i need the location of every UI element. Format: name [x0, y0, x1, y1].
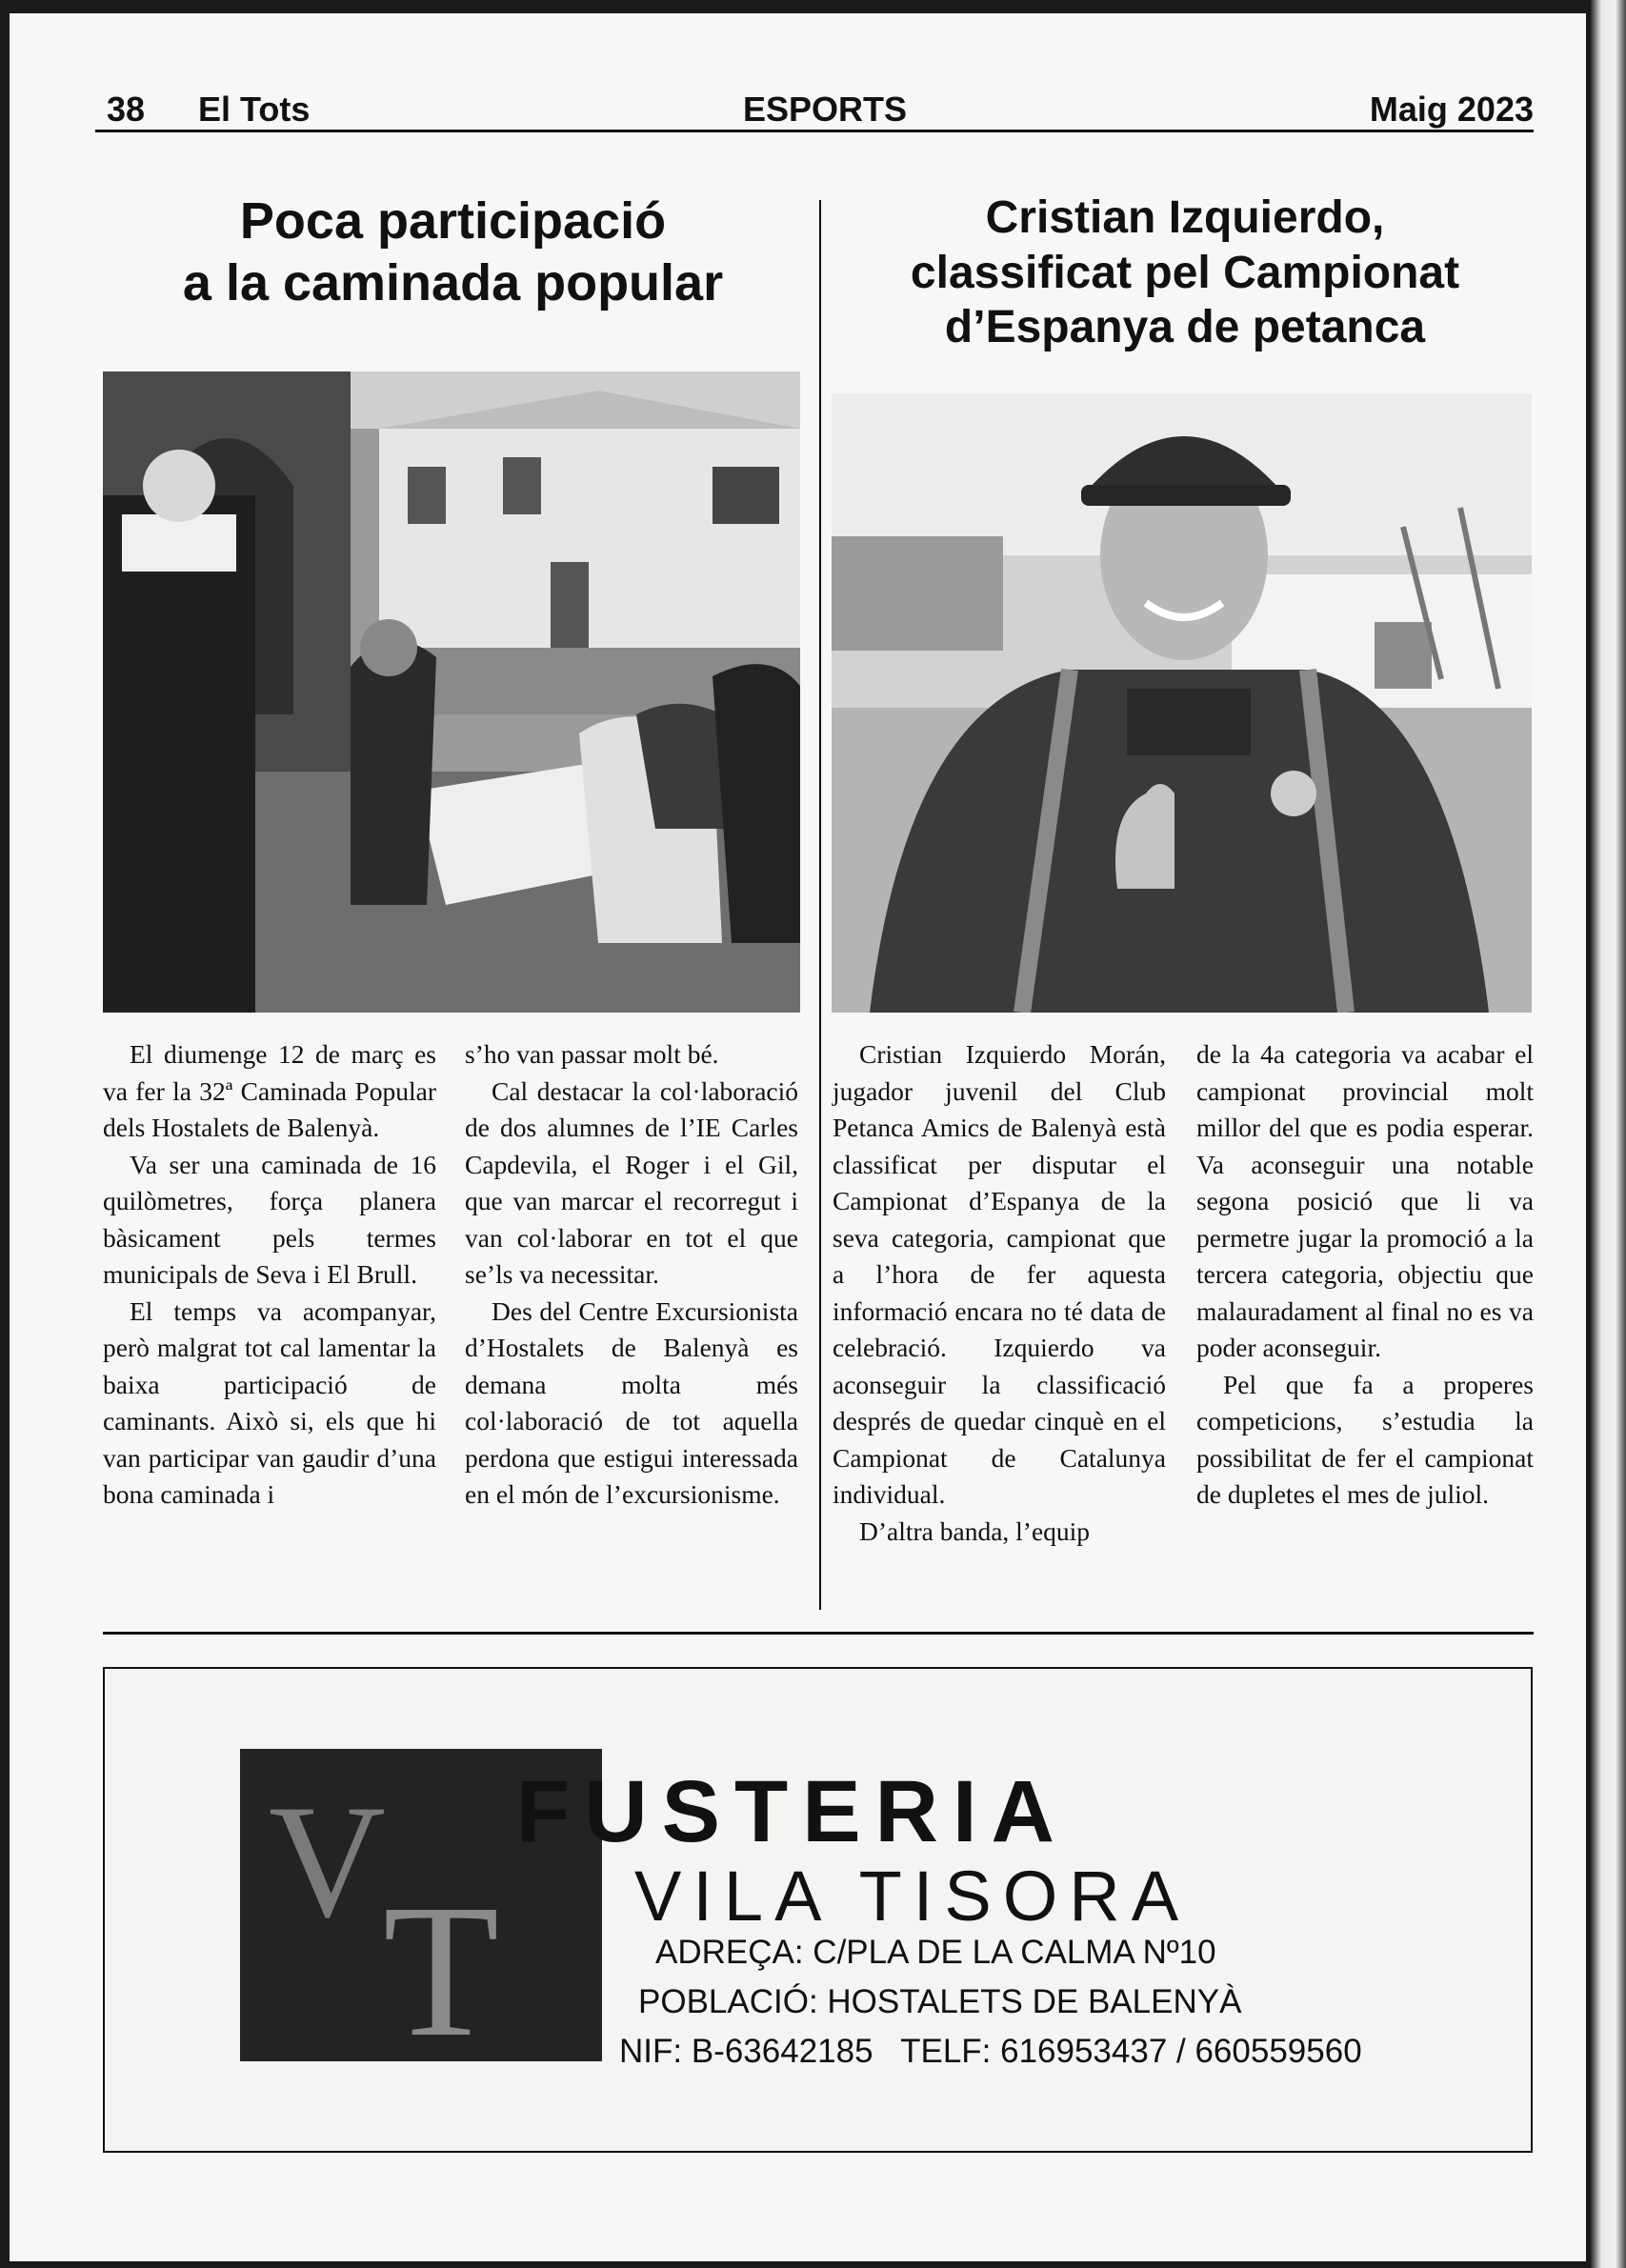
article2-column-1 — [833, 1036, 1166, 1550]
article1-column-1 — [103, 1036, 436, 1514]
article2-title — [836, 191, 1534, 355]
section-name: ESPORTS — [743, 90, 908, 129]
advertisement-box — [103, 1667, 1533, 2153]
svg-text:T: T — [383, 1866, 500, 2061]
paragraph: El diumenge 12 de març es va fer la 32ª Caminada Popular dels Hostalets de Balenyà. — [103, 1039, 436, 1142]
article2-column-2 — [1196, 1036, 1534, 1514]
article1-column-2 — [465, 1036, 798, 1514]
paragraph: Des del Centre Excursionista d’Hostalets de Balenyà es demana molta més col·laboració de tot aquella perdona que estigui interessada en el món de l’excursionisme. — [465, 1295, 798, 1509]
paragraph: s’ho van passar molt bé. — [465, 1039, 719, 1069]
article2-title-line: classificat pel Campionat — [910, 247, 1460, 298]
article1-photo — [103, 371, 800, 1013]
publication-name: El Tots — [198, 90, 311, 129]
walkers-registration-photo — [103, 371, 800, 1013]
player-portrait-photo — [832, 393, 1532, 1013]
paragraph: Cal destacar la col·laboració de dos alumnes de l’IE Carles Capdevila, el Roger i el Gil, que van marcar el recorregut i van col·laborar en tot el que se’ls va necessitar. — [465, 1075, 798, 1289]
issue-date: Maig 2023 — [1369, 90, 1534, 129]
paragraph: Cristian Izquierdo Morán, jugador juvenil del Club Petanca Amics de Balenyà està classificat per disputar el Campionat d’Espanya de la seva categoria, campionat que a l’hora de fer aquesta informació encara no té data de celebració. Izquierdo va aconseguir la classificació després de quedar cinquè en el Campionat de Catalunya individual. — [833, 1039, 1166, 1509]
article2-title-line: d’Espanya de petanca — [944, 302, 1426, 353]
paragraph: D’altra banda, l’equip — [859, 1515, 1091, 1546]
ad-address: ADREÇA: C/PLA DE LA CALMA Nº10 — [655, 1934, 1216, 1971]
column-divider — [819, 200, 821, 1610]
paragraph: Va ser una caminada de 16 quilòmetres, força planera bàsicament pels termes municipals de Seva i El Brull. — [103, 1149, 436, 1289]
section-divider — [103, 1632, 1534, 1635]
article2-photo — [832, 393, 1532, 1013]
article1-title — [103, 191, 803, 314]
svg-text:V: V — [269, 1772, 386, 1951]
paragraph: de la 4a categoria va acabar el campionat provincial molt millor del que es podia esperar. Va aconseguir una notable segona posició que li va permetre jugar la promoció a la tercera categoria, objectiu que malauradament al final no es va poder aconseguir. — [1196, 1039, 1534, 1362]
brand-subname: VILA TISORA — [634, 1857, 1191, 1936]
ad-contact: NIF: B-63642185 TELF: 616953437 / 660559560 — [619, 2033, 1362, 2070]
article1-title-line: Poca participació — [239, 192, 667, 250]
ad-town: POBLACIÓ: HOSTALETS DE BALENYÀ — [638, 1983, 1242, 2020]
paragraph: El temps va acompanyar, però malgrat tot cal lamentar la baixa participació de caminants. Això si, els que hi van participar van gaudir d’una bona caminada i — [103, 1295, 436, 1509]
page-number: 38 — [107, 90, 146, 129]
page-header — [95, 86, 1534, 132]
article1-title-line: a la caminada popular — [182, 253, 724, 311]
article2-title-line: Cristian Izquierdo, — [985, 192, 1385, 243]
brand-name: FUSTERIA — [516, 1763, 1069, 1860]
paragraph: Pel que fa a properes competicions, s’estudia la possibilitat de fer el campionat de dupletes el mes de juliol. — [1196, 1369, 1534, 1509]
page-edge — [1591, 0, 1626, 2268]
